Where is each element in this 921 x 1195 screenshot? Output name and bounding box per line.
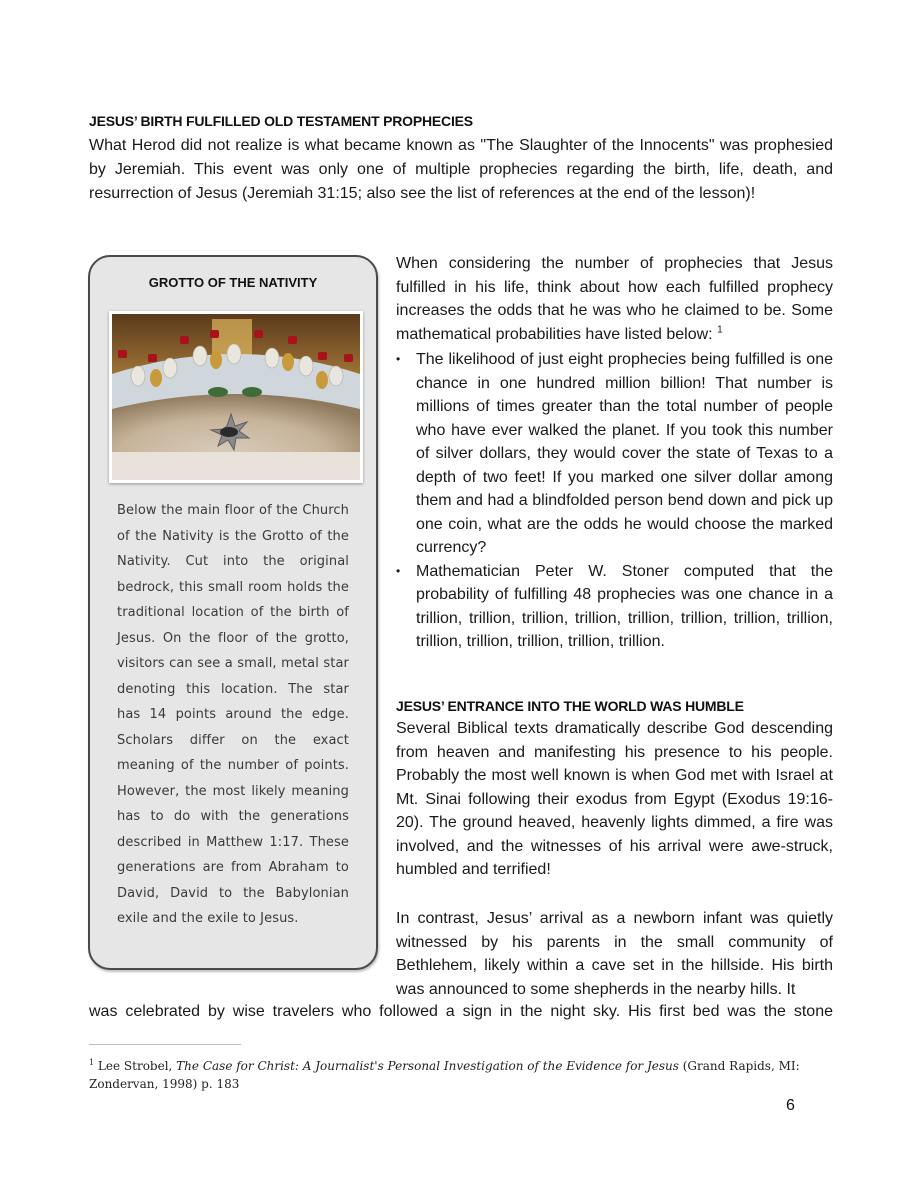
bullet-icon: • (396, 352, 401, 366)
humble-entrance-paragraph-2-continued: was celebrated by wise travelers who followed a sign in the night sky. His first bed was the stone (89, 1003, 833, 1020)
page-number: 6 (786, 1097, 795, 1114)
humble-entrance-paragraph-2: In contrast, Jesus’ arrival as a newborn infant was quietly witnessed by his parents in the small community of Bethlehem, likely within a cave set in the hillside. His birth was announced to some shepherds in the nearby hills. It (396, 910, 833, 998)
grotto-photo (109, 311, 363, 483)
footnote-publication: (Grand Rapids, MI: Zondervan, 1998) p. 183 (89, 1059, 800, 1091)
footnote-book-title: The Case for Christ: A Journalist's Personal Investigation of the Evidence for Jesus (176, 1059, 679, 1073)
grotto-photo-illustration (112, 314, 360, 480)
list-item (396, 348, 833, 560)
footnote-author: Lee Strobel, (97, 1059, 177, 1073)
footnote-mark: 1 (89, 1058, 95, 1067)
sidebar-title: GROTTO OF THE NATIVITY (148, 275, 318, 290)
intro-paragraph: What Herod did not realize is what became known as "The Slaughter of the Innocents" was prophesied by Jeremiah. This event was only one of multiple prophecies regarding the birth, life, death, and resurrection of Jesus (Jeremiah 31:15; also see the list of references at the end of the lesson)! (89, 137, 833, 202)
footnote (89, 1057, 833, 1093)
section-heading-birth-prophecies: JESUS’ BIRTH FULFILLED OLD TESTAMENT PROPHECIES (89, 113, 473, 129)
sidebar-callout-box (88, 255, 378, 970)
list-item (396, 560, 833, 654)
prophecies-intro-text: When considering the number of prophecies that Jesus fulfilled in his life, think about how each fulfilled prophecy increases the odds that he was who he claimed to be. Some mathematical probabilities have listed below: (396, 255, 833, 343)
list-item-text: Mathematician Peter W. Stoner computed that the probability of fulfilling 48 prophecies was one chance in a trillion, trillion, trillion, trillion, trillion, trillion, trillion, trillion, trillion, trillion, trillion, trillion, trillion. (416, 562, 833, 650)
section-heading-humble-entrance: JESUS’ ENTRANCE INTO THE WORLD WAS HUMBLE (396, 698, 744, 714)
probability-bullet-list (396, 348, 833, 654)
sidebar-body-text: Below the main floor of the Church of the Nativity is the Grotto of the Nativity. Cut into the original bedrock, this small room holds the traditional location of the birth of Jesus. On the floor of the grotto, visitors can see a small, metal star denoting this location. The star has 14 points around the edge. Scholars differ on the exact meaning of the number of points. However, the most likely meaning has to do with the generations described in Matthew 1:17. These generations are from Abraham to David, David to the Babylonian exile and the exile to Jesus. (117, 503, 349, 926)
humble-entrance-paragraph-1: Several Biblical texts dramatically describe God descending from heaven and manifesting his presence to his people. Probably the most well known is when God met with Israel at Mt. Sinai following their exodus from Egypt (Exodus 19:16-20). The ground heaved, heavenly lights dimmed, a fire was involved, and the witnesses of his arrival were awe-struck, humbled and terrified! (396, 720, 833, 878)
footnote-reference[interactable]: 1 (717, 324, 723, 336)
footnote-divider (89, 1044, 241, 1045)
list-item-text: The likelihood of just eight prophecies being fulfilled is one chance in one hundred million billion! That number is millions of times greater than the total number of people who have ever walked the planet. If you took this number of silver dollars, they would cover the state of Texas to a depth of two feet! If you marked one silver dollar among them and had a blindfolded person bend down and pick up one coin, what are the odds he would choose the marked currency? (416, 351, 833, 556)
prophecies-intro-paragraph (396, 252, 833, 346)
bullet-icon: • (396, 563, 401, 578)
